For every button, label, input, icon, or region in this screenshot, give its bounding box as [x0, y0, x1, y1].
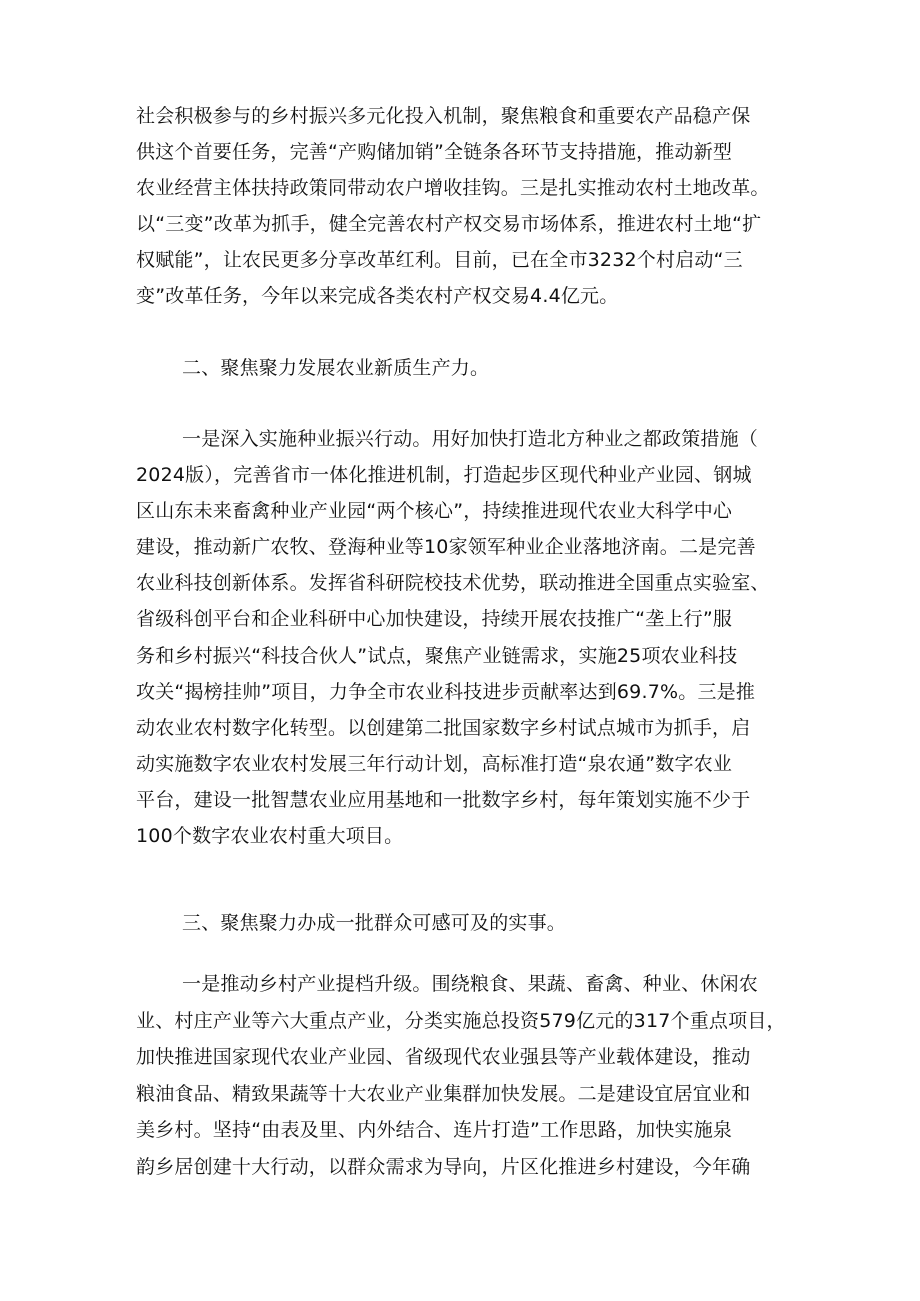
section-heading-3: [136, 905, 786, 941]
text-line: 美乡村。坚持“由表及里、内外结合、连片打造”工作思路，加快实施泉: [136, 1119, 733, 1141]
text-line: 动实施数字农业农村发展三年行动计划，高标准打造“泉农通”数字农业: [136, 752, 733, 775]
text-line: 韵乡居创建十大行动，以群众需求为导向，片区化推进乡村建设，今年确: [136, 1155, 751, 1178]
text-line: 供这个首要任务，完善“产购储加销”全链条各环节支持措施，推动新型: [136, 141, 733, 163]
text-line: 权赋能”，让农民更多分享改革红利。目前，已在全市3232个村启动“三: [136, 249, 743, 271]
paragraph-rural-investment: [136, 98, 786, 314]
text-line: 变”改革任务，今年以来完成各类农村产权交易4.4亿元。: [136, 285, 619, 307]
text-line: 建设，推动新广农牧、登海种业等10家领军种业企业落地济南。二是完善: [136, 536, 756, 559]
text-line: 社会积极参与的乡村振兴多元化投入机制，聚焦粮食和重要农产品稳产保: [136, 105, 751, 127]
text-line: 动农业农村数字化转型。以创建第二批国家数字乡村试点城市为抓手，启: [136, 716, 751, 739]
text-line: 业、村庄产业等六大重点产业，分类实施总投资579亿元的317个重点项目，: [136, 1009, 786, 1032]
text-line: 务和乡村振兴“科技合伙人”试点，聚焦产业链需求，实施25项农业科技: [136, 644, 738, 667]
text-line: 农业科技创新体系。发挥省科研院校技术优势，联动推进全国重点实验室、: [136, 572, 770, 595]
paragraph-new-productivity: [136, 421, 786, 854]
paragraph-practical-matters: [136, 966, 786, 1185]
text-line: 2024版），完善省市一体化推进机制，打造起步区现代种业产业园、钢城: [136, 464, 752, 487]
text-line: 平台，建设一批智慧农业应用基地和一批数字乡村，每年策划实施不少于: [136, 788, 751, 811]
text-line: 一是深入实施种业振兴行动。用好加快打造北方种业之都政策措施（: [182, 428, 759, 450]
text-line: 粮油食品、精致果蔬等十大农业产业集群加快发展。二是建设宜居宜业和: [136, 1082, 751, 1105]
text-line: 加快推进国家现代农业产业园、省级现代农业强县等产业载体建设，推动: [136, 1046, 751, 1068]
text-line: 省级科创平台和企业科研中心加快建设，持续开展农技推广“垄上行”服: [136, 608, 733, 631]
text-line: 攻关“揭榜挂帅”项目，力争全市农业科技进步贡献率达到69.7%。三是推: [136, 680, 756, 703]
heading-text: 三、聚焦聚力办成一批群众可感可及的实事。: [182, 912, 567, 934]
text-line: 农业经营主体扶持政策同带动农户增收挂钩。三是扎实推动农村土地改革。: [136, 177, 770, 199]
heading-text: 二、聚焦聚力发展农业新质生产力。: [182, 357, 490, 379]
text-line: 100个数字农业农村重大项目。: [136, 825, 404, 848]
text-line: 以“三变”改革为抓手，健全完善农村产权交易市场体系，推进农村土地“扩: [136, 213, 762, 235]
section-heading-2: [136, 350, 786, 386]
text-line: 一是推动乡村产业提档升级。围绕粮食、果蔬、畜禽、种业、休闲农: [182, 973, 759, 995]
text-line: 区山东未来畜禽种业产业园“两个核心”，持续推进现代农业大科学中心: [136, 500, 733, 523]
